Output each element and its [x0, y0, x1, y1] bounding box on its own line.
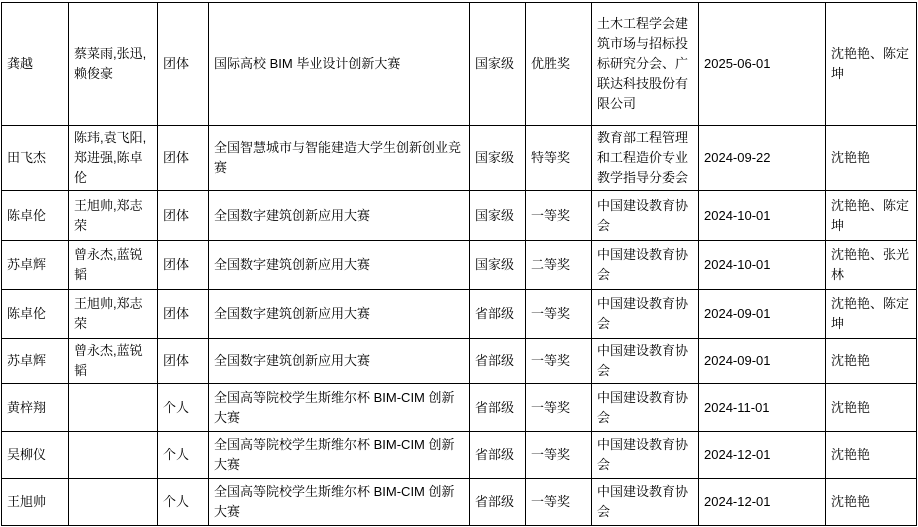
cell-entry-type[interactable]: 个人 — [158, 384, 209, 432]
cell-competition-name[interactable]: 全国数字建筑创新应用大赛 — [209, 241, 470, 290]
cell-organizer[interactable]: 中国建设教育协会 — [592, 479, 699, 526]
cell-award-grade[interactable]: 一等奖 — [526, 290, 592, 339]
cell-team-members[interactable] — [69, 384, 158, 432]
awards-table-body — [2, 3, 917, 526]
cell-competition-name[interactable]: 全国高等院校学生斯维尔杯 BIM-CIM 创新大赛 — [209, 479, 470, 526]
cell-entry-type[interactable]: 团体 — [158, 3, 209, 126]
table-row — [2, 126, 917, 191]
cell-advisor[interactable]: 沈艳艳 — [826, 479, 917, 526]
cell-student-name[interactable]: 苏卓辉 — [2, 339, 69, 384]
cell-award-grade[interactable]: 二等奖 — [526, 241, 592, 290]
cell-student-name[interactable]: 龚越 — [2, 3, 69, 126]
cell-student-name[interactable]: 田飞杰 — [2, 126, 69, 191]
cell-advisor[interactable]: 沈艳艳、陈定坤 — [826, 3, 917, 126]
cell-organizer[interactable]: 中国建设教育协会 — [592, 384, 699, 432]
cell-organizer[interactable]: 中国建设教育协会 — [592, 339, 699, 384]
cell-organizer[interactable]: 教育部工程管理和工程造价专业教学指导分委会 — [592, 126, 699, 191]
cell-team-members[interactable] — [69, 479, 158, 526]
cell-award-grade[interactable]: 优胜奖 — [526, 3, 592, 126]
table-row — [2, 432, 917, 479]
awards-table — [1, 2, 917, 526]
cell-award-date[interactable]: 2025-06-01 — [699, 3, 826, 126]
cell-team-members[interactable]: 陈玮,袁飞阳,郑进强,陈卓伦 — [69, 126, 158, 191]
table-row — [2, 479, 917, 526]
cell-award-grade[interactable]: 特等奖 — [526, 126, 592, 191]
cell-competition-name[interactable]: 全国智慧城市与智能建造大学生创新创业竞赛 — [209, 126, 470, 191]
cell-entry-type[interactable]: 团体 — [158, 241, 209, 290]
cell-award-date[interactable]: 2024-12-01 — [699, 432, 826, 479]
cell-organizer[interactable]: 中国建设教育协会 — [592, 241, 699, 290]
cell-student-name[interactable]: 陈卓伦 — [2, 191, 69, 241]
cell-award-level[interactable]: 国家级 — [470, 241, 526, 290]
cell-award-level[interactable]: 省部级 — [470, 290, 526, 339]
cell-entry-type[interactable]: 团体 — [158, 126, 209, 191]
cell-team-members[interactable]: 蔡菜雨,张迅,赖俊豪 — [69, 3, 158, 126]
cell-award-date[interactable]: 2024-10-01 — [699, 241, 826, 290]
cell-award-level[interactable]: 省部级 — [470, 339, 526, 384]
cell-award-date[interactable]: 2024-09-01 — [699, 290, 826, 339]
cell-competition-name[interactable]: 全国数字建筑创新应用大赛 — [209, 339, 470, 384]
table-row — [2, 339, 917, 384]
cell-award-date[interactable]: 2024-11-01 — [699, 384, 826, 432]
cell-organizer[interactable]: 中国建设教育协会 — [592, 191, 699, 241]
cell-entry-type[interactable]: 团体 — [158, 290, 209, 339]
cell-team-members[interactable]: 王旭帅,郑志荣 — [69, 191, 158, 241]
table-row — [2, 290, 917, 339]
cell-award-grade[interactable]: 一等奖 — [526, 339, 592, 384]
cell-advisor[interactable]: 沈艳艳 — [826, 432, 917, 479]
cell-advisor[interactable]: 沈艳艳、陈定坤 — [826, 290, 917, 339]
cell-team-members[interactable] — [69, 432, 158, 479]
cell-entry-type[interactable]: 团体 — [158, 339, 209, 384]
cell-organizer[interactable]: 土木工程学会建筑市场与招标投标研究分会、广联达科技股份有限公司 — [592, 3, 699, 126]
cell-award-date[interactable]: 2024-09-01 — [699, 339, 826, 384]
cell-award-grade[interactable]: 一等奖 — [526, 479, 592, 526]
cell-advisor[interactable]: 沈艳艳 — [826, 126, 917, 191]
cell-award-level[interactable]: 国家级 — [470, 126, 526, 191]
cell-organizer[interactable]: 中国建设教育协会 — [592, 432, 699, 479]
cell-student-name[interactable]: 吴柳仪 — [2, 432, 69, 479]
cell-team-members[interactable]: 曾永杰,蓝锐韬 — [69, 241, 158, 290]
cell-entry-type[interactable]: 团体 — [158, 191, 209, 241]
cell-competition-name[interactable]: 全国数字建筑创新应用大赛 — [209, 191, 470, 241]
table-row — [2, 384, 917, 432]
cell-student-name[interactable]: 苏卓辉 — [2, 241, 69, 290]
cell-award-grade[interactable]: 一等奖 — [526, 384, 592, 432]
table-row — [2, 3, 917, 126]
cell-competition-name[interactable]: 国际高校 BIM 毕业设计创新大赛 — [209, 3, 470, 126]
cell-award-grade[interactable]: 一等奖 — [526, 432, 592, 479]
cell-student-name[interactable]: 陈卓伦 — [2, 290, 69, 339]
cell-award-level[interactable]: 国家级 — [470, 3, 526, 126]
cell-advisor[interactable]: 沈艳艳、张光林 — [826, 241, 917, 290]
cell-award-date[interactable]: 2024-10-01 — [699, 191, 826, 241]
cell-award-grade[interactable]: 一等奖 — [526, 191, 592, 241]
cell-team-members[interactable]: 曾永杰,蓝锐韬 — [69, 339, 158, 384]
cell-student-name[interactable]: 王旭帅 — [2, 479, 69, 526]
cell-competition-name[interactable]: 全国数字建筑创新应用大赛 — [209, 290, 470, 339]
cell-team-members[interactable]: 王旭帅,郑志荣 — [69, 290, 158, 339]
cell-advisor[interactable]: 沈艳艳 — [826, 384, 917, 432]
cell-organizer[interactable]: 中国建设教育协会 — [592, 290, 699, 339]
cell-award-date[interactable]: 2024-09-22 — [699, 126, 826, 191]
cell-award-level[interactable]: 省部级 — [470, 432, 526, 479]
cell-entry-type[interactable]: 个人 — [158, 479, 209, 526]
cell-competition-name[interactable]: 全国高等院校学生斯维尔杯 BIM-CIM 创新大赛 — [209, 432, 470, 479]
cell-award-level[interactable]: 省部级 — [470, 479, 526, 526]
cell-competition-name[interactable]: 全国高等院校学生斯维尔杯 BIM-CIM 创新大赛 — [209, 384, 470, 432]
cell-advisor[interactable]: 沈艳艳、陈定坤 — [826, 191, 917, 241]
cell-advisor[interactable]: 沈艳艳 — [826, 339, 917, 384]
cell-student-name[interactable]: 黄梓翔 — [2, 384, 69, 432]
table-row — [2, 241, 917, 290]
cell-award-level[interactable]: 省部级 — [470, 384, 526, 432]
cell-award-date[interactable]: 2024-12-01 — [699, 479, 826, 526]
table-row — [2, 191, 917, 241]
cell-entry-type[interactable]: 个人 — [158, 432, 209, 479]
cell-award-level[interactable]: 国家级 — [470, 191, 526, 241]
